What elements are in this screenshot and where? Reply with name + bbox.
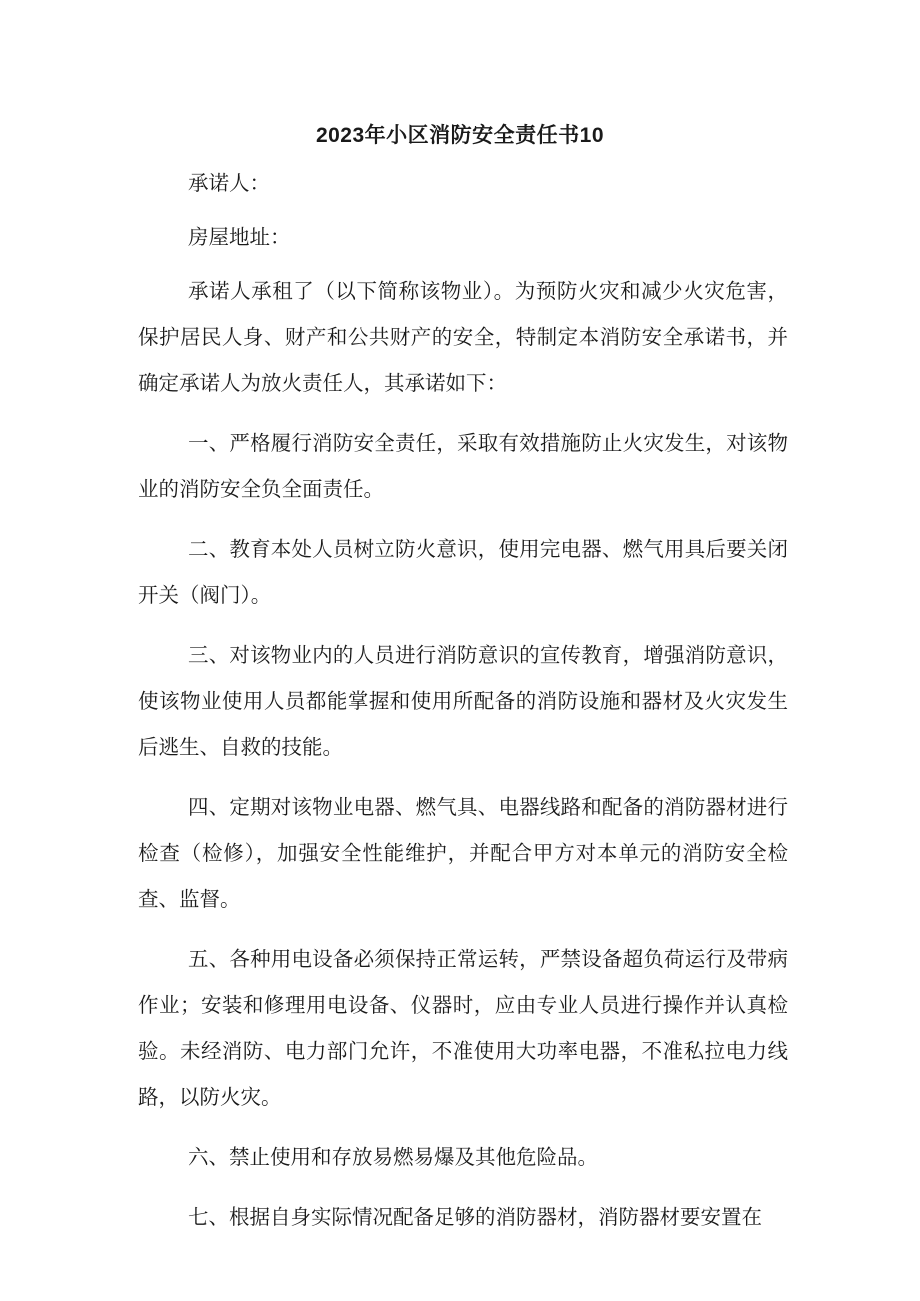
promisor-field-label: 承诺人：: [188, 171, 270, 195]
clause-6: 六、禁止使用和存放易燃易爆及其他危险品。: [188, 1145, 598, 1169]
intro-paragraph: 承诺人承租了（以下简称该物业）。为预防火灾和减少火灾危害，保护居民人身、财产和公共财产的安全，特制定本消防安全承诺书，并确定承诺人为放火责任人，其承诺如下：: [138, 279, 788, 395]
address-field-label: 房屋地址：: [188, 225, 291, 249]
document-body: [138, 160, 788, 1254]
clause-1: 一、严格履行消防安全责任，采取有效措施防止火灾发生，对该物业的消防安全负全面责任。: [138, 431, 788, 501]
clause-7: 七、根据自身实际情况配备足够的消防器材，消防器材要安置在: [188, 1205, 762, 1229]
clause-2: 二、教育本处人员树立防火意识，使用完电器、燃气用具后要关闭开关（阀门）。: [138, 537, 788, 607]
clause-5: 五、各种用电设备必须保持正常运转，严禁设备超负荷运行及带病作业；安装和修理用电设备、仪器时，应由专业人员进行操作并认真检验。未经消防、电力部门允许，不准使用大功率电器，不准私拉电力线路，以防火灾。: [138, 947, 788, 1109]
clause-4: 四、定期对该物业电器、燃气具、电器线路和配备的消防器材进行检查（检修），加强安全性能维护，并配合甲方对本单元的消防安全检查、监督。: [138, 795, 788, 911]
document-title: 2023年小区消防安全责任书10: [315, 124, 605, 147]
clause-3: 三、对该物业内的人员进行消防意识的宣传教育，增强消防意识，使该物业使用人员都能掌握和使用所配备的消防设施和器材及火灾发生后逃生、自救的技能。: [138, 643, 788, 759]
